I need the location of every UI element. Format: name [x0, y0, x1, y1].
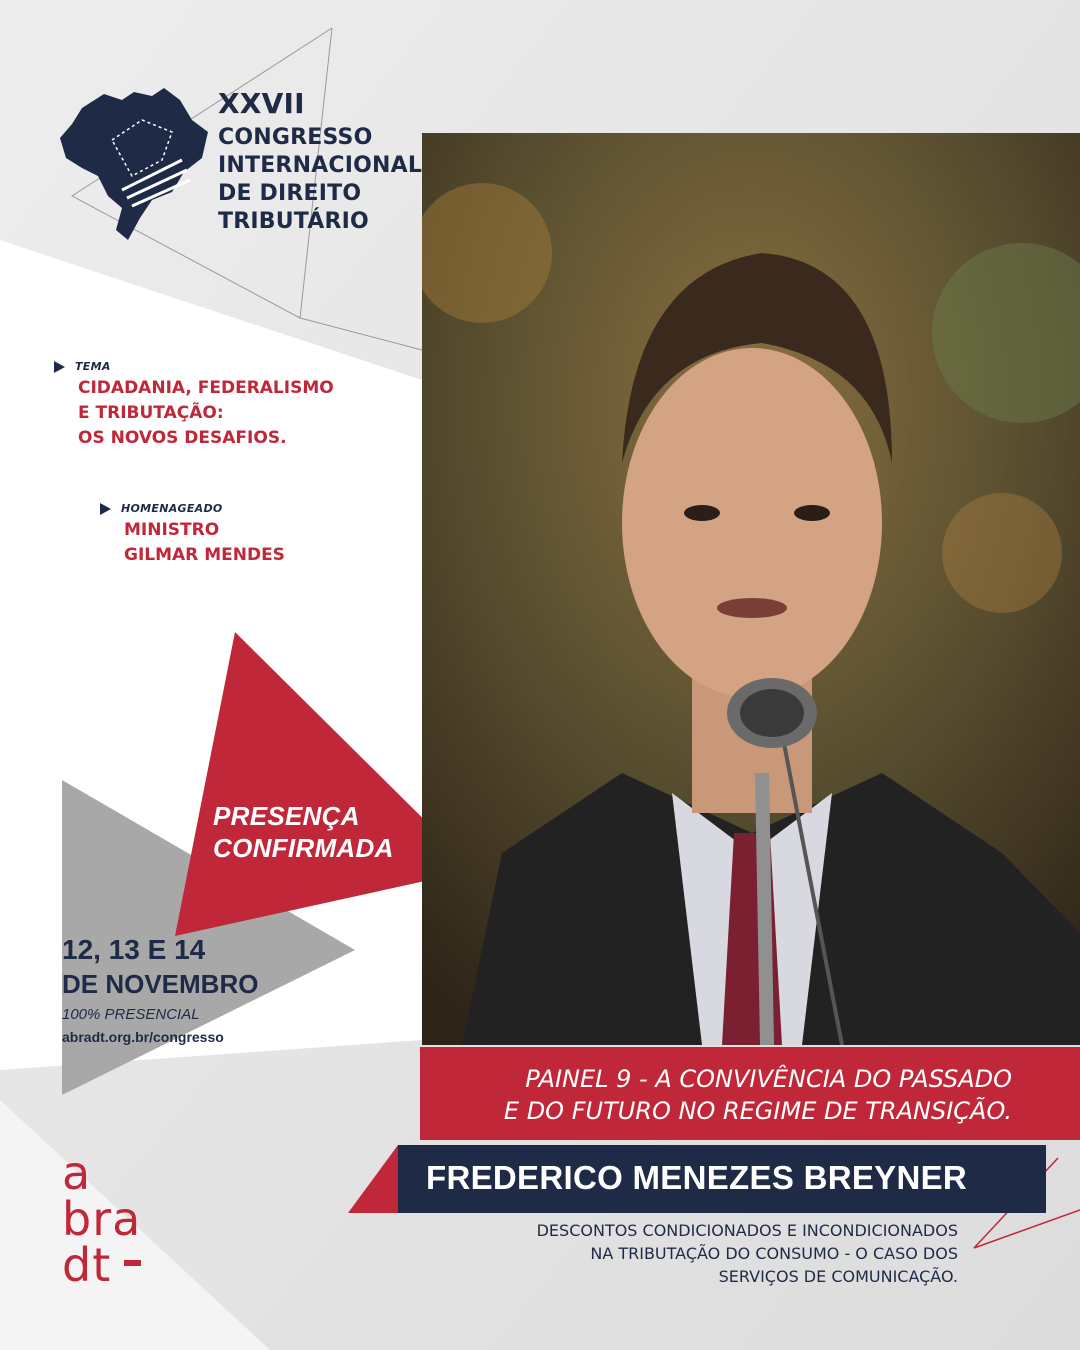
- panel-line: E DO FUTURO NO REGIME DE TRANSIÇÃO.: [503, 1097, 1012, 1125]
- abradt-logo-line: a: [62, 1146, 92, 1200]
- panel-title: [504, 1063, 1012, 1127]
- event-title: [218, 87, 423, 236]
- abradt-logo-line: dt: [62, 1238, 112, 1292]
- panel-bar: [420, 1047, 1080, 1140]
- brazil-map-icon: [52, 80, 212, 245]
- presenca-line: PRESENÇA: [213, 801, 360, 831]
- speaker-photo-illustration: [422, 133, 1080, 1045]
- triangle-play-icon: [100, 503, 111, 515]
- tema-label-row: [54, 360, 111, 373]
- event-days: 12, 13 E 14: [62, 934, 206, 965]
- speaker-photo: [422, 133, 1080, 1045]
- event-mode: 100% PRESENCIAL: [62, 1006, 200, 1023]
- event-title-line: DE DIREITO: [218, 181, 362, 206]
- abradt-logo-line: bra: [62, 1192, 142, 1246]
- homenageado-line: MINISTRO: [124, 520, 220, 540]
- talk-description: [537, 1219, 958, 1288]
- event-dates: [62, 934, 258, 1045]
- talk-line: SERVIÇOS DE COMUNICAÇÃO.: [718, 1267, 958, 1286]
- event-month: DE NOVEMBRO: [62, 969, 259, 999]
- tema-line: E TRIBUTAÇÃO:: [78, 403, 224, 423]
- speaker-name-bar: [398, 1145, 1046, 1213]
- event-title-line: INTERNACIONAL: [218, 153, 423, 178]
- abradt-logo: [62, 1146, 142, 1292]
- presenca-line: CONFIRMADA: [213, 833, 394, 863]
- homenageado-line: GILMAR MENDES: [124, 545, 285, 565]
- tema-line: CIDADANIA, FEDERALISMO: [78, 378, 334, 398]
- homenageado-label-row: [100, 502, 223, 515]
- homenageado-text: [124, 518, 285, 568]
- triangle-play-icon: [54, 361, 65, 373]
- homenageado-label: HOMENAGEADO: [121, 502, 223, 515]
- talk-line: DESCONTOS CONDICIONADOS E INCONDICIONADOS: [536, 1221, 958, 1240]
- talk-line: NA TRIBUTAÇÃO DO CONSUMO - O CASO DOS: [590, 1244, 958, 1263]
- tema-text: [78, 376, 334, 451]
- event-title-line: CONGRESSO: [218, 125, 373, 150]
- event-edition: XXVII: [218, 87, 305, 120]
- abradt-logo-underscore: [124, 1260, 141, 1266]
- event-title-line: TRIBUTÁRIO: [218, 209, 369, 234]
- speaker-name: FREDERICO MENEZES BREYNER: [426, 1159, 968, 1196]
- panel-line: PAINEL 9 - A CONVIVÊNCIA DO PASSADO: [525, 1065, 1012, 1093]
- presenca-confirmada: [213, 800, 394, 864]
- tema-line: OS NOVOS DESAFIOS.: [78, 428, 287, 448]
- event-url[interactable]: abradt.org.br/congresso: [62, 1029, 224, 1045]
- tema-label: TEMA: [75, 360, 111, 373]
